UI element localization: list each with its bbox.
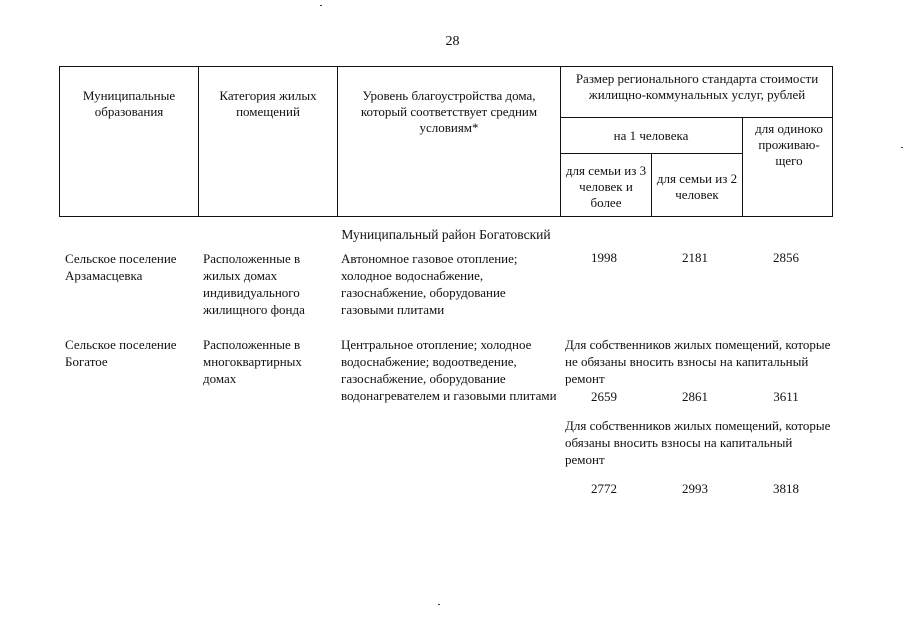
row1-value-family2: 2181 (682, 250, 708, 265)
divider (337, 67, 338, 216)
row2-b-single: 3818 (773, 481, 799, 496)
header-family-2: для семьи из 2 человек (656, 171, 738, 202)
row2-a-family2: 2861 (682, 389, 708, 404)
header-single: для одиноко проживаю-щего (755, 121, 823, 168)
table-header (59, 66, 833, 217)
divider (742, 117, 743, 216)
row2-note-obliged: Для собственников жилых помещений, которые обязаны вносить взносы на капитальный ремонт (565, 418, 831, 467)
row2-level: Центральное отопление; холодное водоснабжение; водоотведение, газоснабжение, оборудование водонагревателем и газовыми плитами (341, 337, 557, 403)
header-family-3: для семьи из 3 человек и более (565, 163, 647, 210)
divider (198, 67, 199, 216)
page-number: 28 (445, 34, 460, 49)
row2-a-single: 3611 (773, 389, 799, 404)
row2-b-family3: 2772 (591, 481, 617, 496)
row1-municipality: Сельское поселение Арзамасцевка (65, 251, 177, 283)
row2-note-not-obliged: Для собственников жилых помещений, которые не обязаны вносить взносы на капитальный ремонт (565, 337, 831, 386)
divider (560, 117, 832, 118)
scan-speck (320, 5, 322, 6)
row2-a-family3: 2659 (591, 389, 617, 404)
row1-level: Автономное газовое отопление; холодное водоснабжение, газоснабжение, оборудование газовыми плитами (341, 251, 518, 317)
row2-municipality: Сельское поселение Богатое (65, 337, 177, 369)
header-municipality: Муниципальные образования (82, 88, 176, 119)
row2-category: Расположенные в многоквартирных домах (203, 337, 302, 386)
header-category: Категория жилых помещений (219, 88, 317, 119)
row1-value-single: 2856 (773, 250, 799, 265)
scan-speck (901, 147, 903, 148)
row1-category: Расположенные в жилых домах индивидуального жилищного фонда (203, 251, 305, 317)
scan-speck (438, 604, 440, 605)
divider (651, 153, 652, 216)
header-per-person: на 1 человека (613, 128, 689, 143)
header-level: Уровень благоустройства дома, который соответствует средним условиям* (360, 88, 538, 135)
header-standard-size: Размер регионального стандарта стоимости жилищно-коммунальных услуг, рублей (575, 71, 819, 102)
row2-b-family2: 2993 (682, 481, 708, 496)
divider (560, 153, 742, 154)
section-title: Муниципальный район Богатовский (341, 227, 551, 242)
row1-value-family3: 1998 (591, 250, 617, 265)
divider (560, 67, 561, 216)
